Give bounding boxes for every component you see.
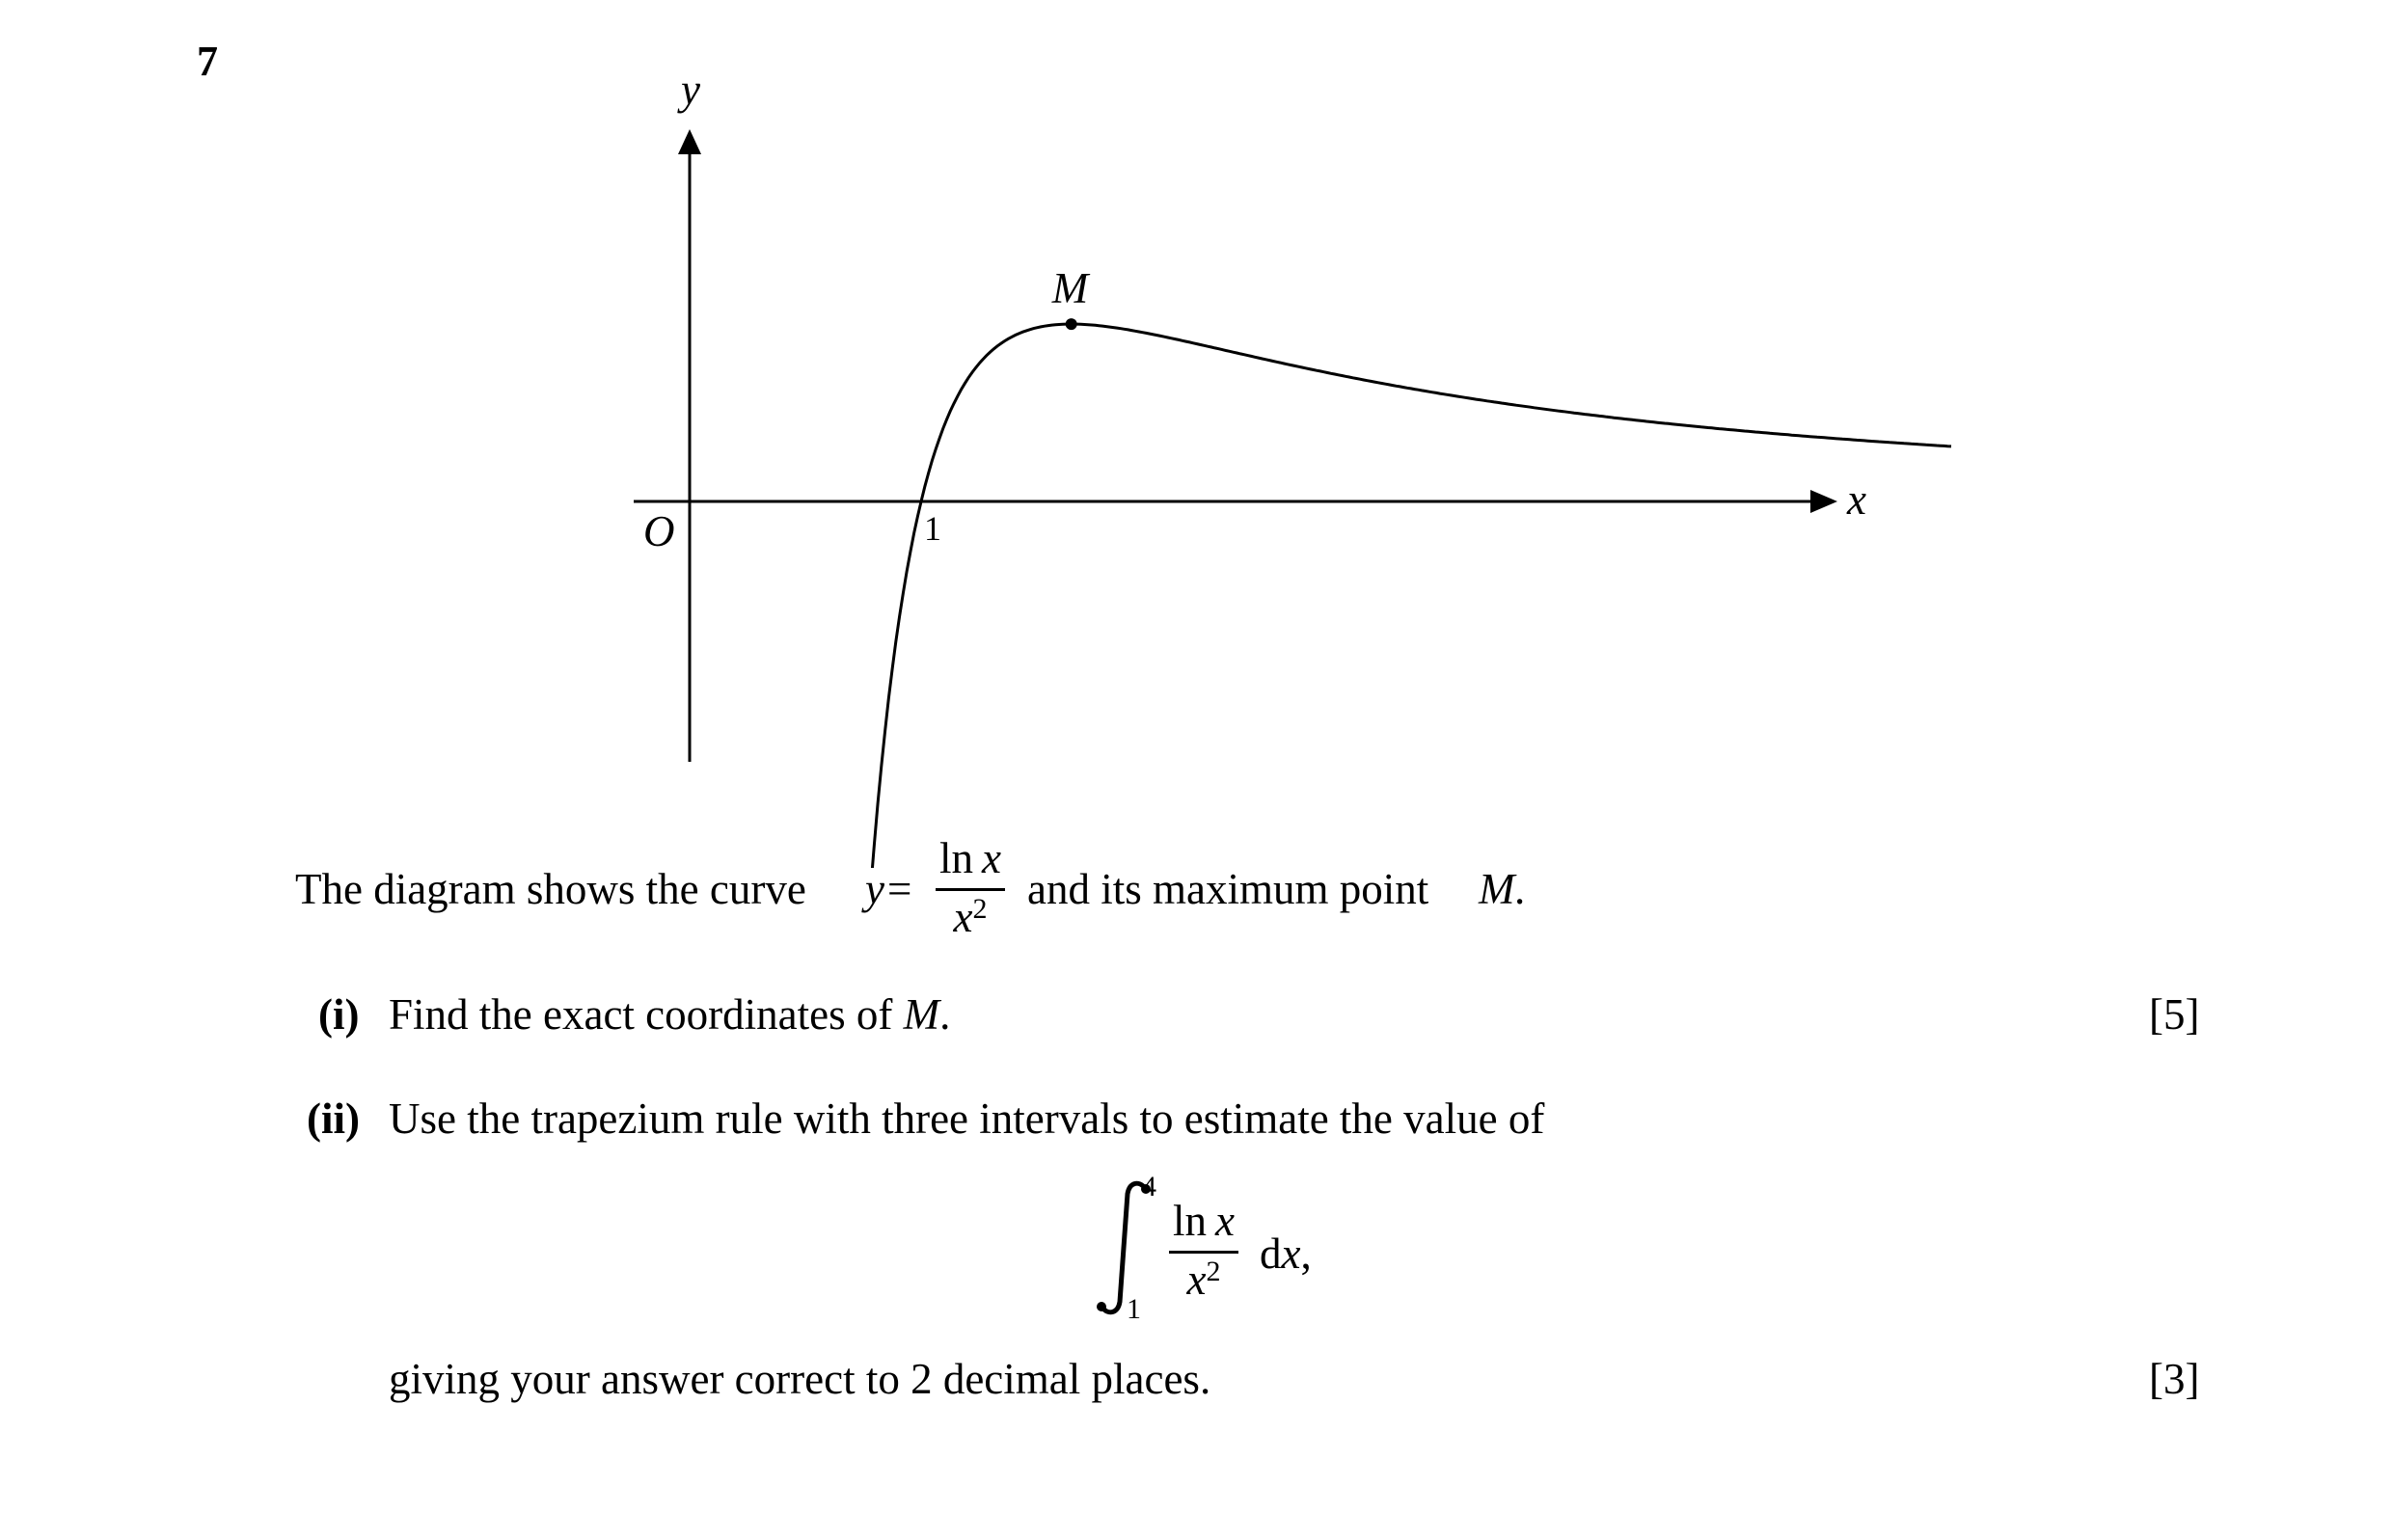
origin-label: O [643,507,675,555]
part-i-marks: [5] [2149,990,2200,1039]
part-i-label: (i) [318,990,360,1039]
curve-path [863,324,1951,868]
part-ii-label: (ii) [307,1094,360,1143]
integral-upper-limit: 4 [1142,1171,1156,1202]
stem-y-var: y [865,865,884,913]
stem-fraction [936,834,1005,941]
stem-after: and its maximum point [1027,865,1429,913]
question-number: 7 [197,38,218,85]
integral-frac-den-exp: 2 [1206,1256,1221,1287]
stem-frac-ln: ln [939,834,974,882]
stem-equals: = [887,865,912,913]
y-axis-label: y [681,66,700,114]
integral-lower-limit: 1 [1127,1293,1141,1325]
part-ii-follow: giving your answer correct to 2 decimal places. [389,1355,1211,1403]
stem-frac-num-x: x [982,834,1002,882]
x-axis-arrowhead [1810,490,1837,513]
stem-after-end: . [1514,865,1526,913]
stem-before: The diagram shows the curve [295,865,806,913]
integral-frac-ln: ln [1173,1197,1208,1245]
max-point-label: M [1051,264,1089,313]
integral-fraction [1169,1197,1238,1304]
x-intercept-label: 1 [924,509,941,548]
part-i-text: Find the exact coordinates of M. [389,990,951,1039]
part-ii-text: Use the trapezium rule with three intervals to estimate the value of [389,1094,1545,1143]
integral-frac-num-x: x [1215,1197,1236,1245]
part-ii-marks: [3] [2149,1355,2200,1403]
integral-frac-den-x: x [1186,1256,1207,1304]
stem-frac-den-exp: 2 [972,893,988,925]
max-point-dot [1066,318,1077,330]
part-i-var: M [903,990,940,1039]
part-i-end: . [939,990,951,1039]
x-axis-label: x [1847,475,1866,524]
stem-frac-den-x: x [953,893,973,941]
stem-after-var: M [1479,865,1515,913]
integral-dx: dx, [1260,1229,1312,1278]
y-axis-arrowhead [678,129,701,154]
